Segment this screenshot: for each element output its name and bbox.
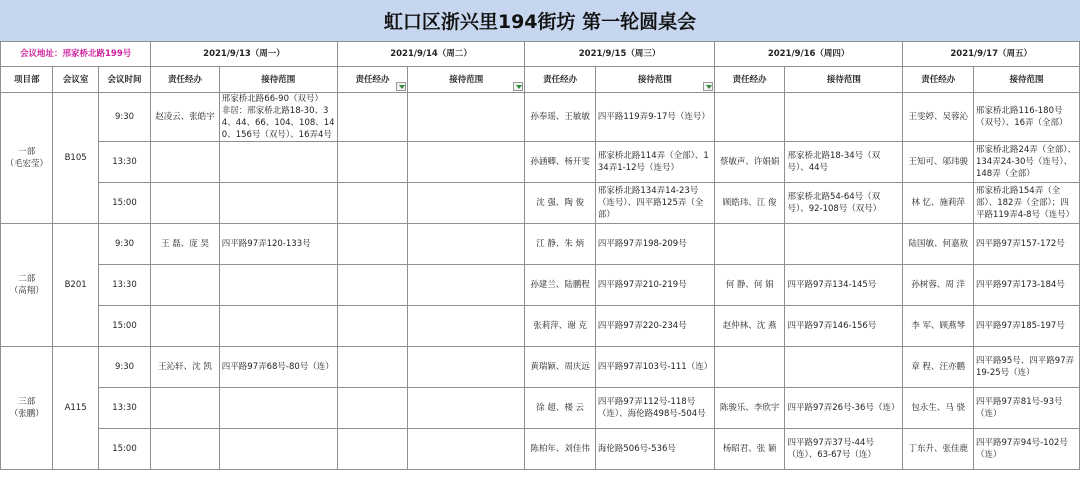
scope-cell: 邢家桥北路154弄（全部）、182弄（全部）；四平路119弄4-8号（连号） (973, 183, 1079, 224)
owner-cell (151, 306, 220, 347)
time-cell: 9:30 (98, 224, 150, 265)
owner-cell: 林 忆、施莉萍 (903, 183, 974, 224)
date-header: 2021/9/17（周五） (903, 42, 1080, 67)
scope-cell: 四平路97弄146-156号 (785, 306, 903, 347)
owner-cell: 杨昭君、张 颖 (714, 429, 785, 470)
owner-cell: 王知可、邬玮骏 (903, 142, 974, 183)
scope-cell (219, 306, 337, 347)
scope-cell (785, 224, 903, 265)
date-header: 2021/9/13（周一） (151, 42, 338, 67)
table-row (1, 265, 1080, 306)
time-cell: 9:30 (98, 347, 150, 388)
scope-cell: 四平路97弄68号-80号（连） (219, 347, 337, 388)
date-header: 2021/9/15（周三） (525, 42, 715, 67)
dept-cell: 一部 （毛宏莹） (1, 93, 53, 224)
header-scope: 接待范围 (785, 67, 903, 93)
scope-cell: 邢家桥北路18-34号（双号）、44号 (785, 142, 903, 183)
header-scope: 接待范围 (219, 67, 337, 93)
owner-cell: 孙建兰、陆鹏程 (525, 265, 596, 306)
owner-cell (714, 93, 785, 142)
scope-cell (408, 388, 525, 429)
owner-cell: 王沁轩、沈 凯 (151, 347, 220, 388)
owner-cell: 江 静、朱 炳 (525, 224, 596, 265)
time-cell: 13:30 (98, 265, 150, 306)
owner-cell (337, 93, 408, 142)
header-dept: 项目部 (1, 67, 53, 93)
header-owner: 责任经办 (525, 67, 596, 93)
owner-cell (151, 429, 220, 470)
scope-cell (219, 429, 337, 470)
time-cell: 9:30 (98, 93, 150, 142)
sheet-title: 虹口区浙兴里194街坊 第一轮圆桌会 (0, 0, 1080, 42)
owner-cell: 王雯婷、吴蓉沁 (903, 93, 974, 142)
dept-cell: 三部 （张鹏） (1, 347, 53, 470)
header-room: 会议室 (53, 67, 98, 93)
date-header: 2021/9/14（周二） (337, 42, 525, 67)
scope-cell: 四平路97弄173-184号 (973, 265, 1079, 306)
room-cell: B105 (53, 93, 98, 224)
scope-cell: 四平路97弄185-197号 (973, 306, 1079, 347)
scope-cell: 邢家桥北路116-180号（双号）、16弄（全部） (973, 93, 1079, 142)
owner-cell (151, 388, 220, 429)
column-header-row (1, 67, 1080, 93)
filter-dropdown-icon[interactable] (703, 82, 713, 91)
owner-cell: 赵仲林、沈 燕 (714, 306, 785, 347)
header-owner: 责任经办 (151, 67, 220, 93)
scope-cell: 四平路97弄210-219号 (595, 265, 714, 306)
owner-cell (337, 429, 408, 470)
header-owner: 责任经办 (903, 67, 974, 93)
scope-cell (785, 347, 903, 388)
owner-cell: 蔡敏声、许娟娟 (714, 142, 785, 183)
owner-cell: 赵凌云、张皓宇 (151, 93, 220, 142)
owner-cell: 黄瑞颖、周庆远 (525, 347, 596, 388)
table-row (1, 347, 1080, 388)
header-scope-label: 接待范围 (449, 74, 484, 85)
owner-cell (714, 347, 785, 388)
header-scope-label: 接待范围 (637, 74, 672, 85)
scope-cell (408, 347, 525, 388)
header-scope: 接待范围 (973, 67, 1079, 93)
scope-cell (408, 306, 525, 347)
owner-cell: 孙奉瑶、王敏敏 (525, 93, 596, 142)
owner-cell: 孙树蓉、周 洋 (903, 265, 974, 306)
owner-cell (151, 142, 220, 183)
scope-cell (219, 142, 337, 183)
owner-cell (714, 224, 785, 265)
scope-cell: 邢家桥北路134弄14-23号（连号）、四平路125弄（全部） (595, 183, 714, 224)
scope-cell (219, 183, 337, 224)
meeting-address: 会议地址：邢家桥北路199号 (1, 42, 151, 67)
header-scope (595, 67, 714, 93)
header-time: 会议时间 (98, 67, 150, 93)
owner-cell (337, 142, 408, 183)
scope-cell (408, 183, 525, 224)
scope-cell: 四平路119弄9-17号（连号） (595, 93, 714, 142)
owner-cell: 王 磊、庞 昊 (151, 224, 220, 265)
time-cell: 13:30 (98, 388, 150, 429)
owner-cell: 顾皓玮、江 俊 (714, 183, 785, 224)
date-header-row (1, 42, 1080, 67)
scope-cell: 海伦路506号-536号 (595, 429, 714, 470)
owner-cell: 陈骏乐、李欣宇 (714, 388, 785, 429)
scope-cell (408, 265, 525, 306)
owner-cell: 张莉萍、谢 克 (525, 306, 596, 347)
owner-cell: 包永生、马 骁 (903, 388, 974, 429)
time-cell: 15:00 (98, 183, 150, 224)
scope-cell (408, 429, 525, 470)
time-cell: 15:00 (98, 429, 150, 470)
scope-cell: 邢家桥北路54-64号（双号）、92-108号（双号） (785, 183, 903, 224)
scope-cell: 四平路97弄112号-118号（连）、海伦路498号-504号 (595, 388, 714, 429)
time-cell: 15:00 (98, 306, 150, 347)
scope-cell: 四平路97弄94号-102号（连） (973, 429, 1079, 470)
scope-cell (408, 93, 525, 142)
scope-cell: 邢家桥北路66-90（双号） 非居：邢家桥北路18-30、34、44、66、104、108、140、156号（双号）、16弄4号 (219, 93, 337, 142)
scope-cell (219, 265, 337, 306)
scope-cell: 四平路97弄37号-44号（连）、63-67号（连） (785, 429, 903, 470)
header-owner (337, 67, 408, 93)
owner-cell: 章 程、汪亦鹏 (903, 347, 974, 388)
room-cell: A115 (53, 347, 98, 470)
scope-cell (785, 93, 903, 142)
schedule-body (1, 42, 1080, 470)
owner-cell (337, 347, 408, 388)
owner-cell: 李 军、顾燕琴 (903, 306, 974, 347)
scope-cell: 四平路97弄81号-93号（连） (973, 388, 1079, 429)
table-row (1, 142, 1080, 183)
scope-cell: 四平路97弄134-145号 (785, 265, 903, 306)
owner-cell (337, 265, 408, 306)
scope-cell (408, 142, 525, 183)
header-owner: 责任经办 (714, 67, 785, 93)
schedule-table (0, 41, 1080, 470)
dept-cell: 二部 （高翔） (1, 224, 53, 347)
scope-cell: 四平路97弄120-133号 (219, 224, 337, 265)
scope-cell: 四平路97弄157-172号 (973, 224, 1079, 265)
owner-cell: 何 静、何 娟 (714, 265, 785, 306)
table-row (1, 93, 1080, 142)
scope-cell (219, 388, 337, 429)
scope-cell: 四平路95号、四平路97弄19-25号（连） (973, 347, 1079, 388)
filter-dropdown-icon[interactable] (513, 82, 523, 91)
scope-cell: 四平路97弄26号-36号（连） (785, 388, 903, 429)
owner-cell: 陈柏年、刘佳伟 (525, 429, 596, 470)
table-row (1, 224, 1080, 265)
owner-cell (337, 183, 408, 224)
table-row (1, 306, 1080, 347)
table-row (1, 429, 1080, 470)
owner-cell (337, 224, 408, 265)
header-scope (408, 67, 525, 93)
owner-cell (337, 388, 408, 429)
owner-cell: 孙涵卿、杨开雯 (525, 142, 596, 183)
owner-cell (151, 183, 220, 224)
owner-cell (337, 306, 408, 347)
header-owner-label: 责任经办 (355, 74, 390, 85)
owner-cell (151, 265, 220, 306)
owner-cell: 沈 强、陶 俊 (525, 183, 596, 224)
owner-cell: 丁东升、张佳鹿 (903, 429, 974, 470)
scope-cell: 邢家桥北路24弄（全部）、134弄24-30号（连号）、148弄（全部） (973, 142, 1079, 183)
scope-cell (408, 224, 525, 265)
scope-cell: 四平路97弄220-234号 (595, 306, 714, 347)
time-cell: 13:30 (98, 142, 150, 183)
filter-dropdown-icon[interactable] (396, 82, 406, 91)
scope-cell: 四平路97弄103号-111（连） (595, 347, 714, 388)
table-row (1, 388, 1080, 429)
owner-cell: 陆国敏、何嘉敖 (903, 224, 974, 265)
table-row (1, 183, 1080, 224)
owner-cell: 徐 超、楼 云 (525, 388, 596, 429)
room-cell: B201 (53, 224, 98, 347)
scope-cell: 四平路97弄198-209号 (595, 224, 714, 265)
date-header: 2021/9/16（周四） (714, 42, 903, 67)
scope-cell: 邢家桥北路114弄（全部）、134弄1-12号（连号） (595, 142, 714, 183)
